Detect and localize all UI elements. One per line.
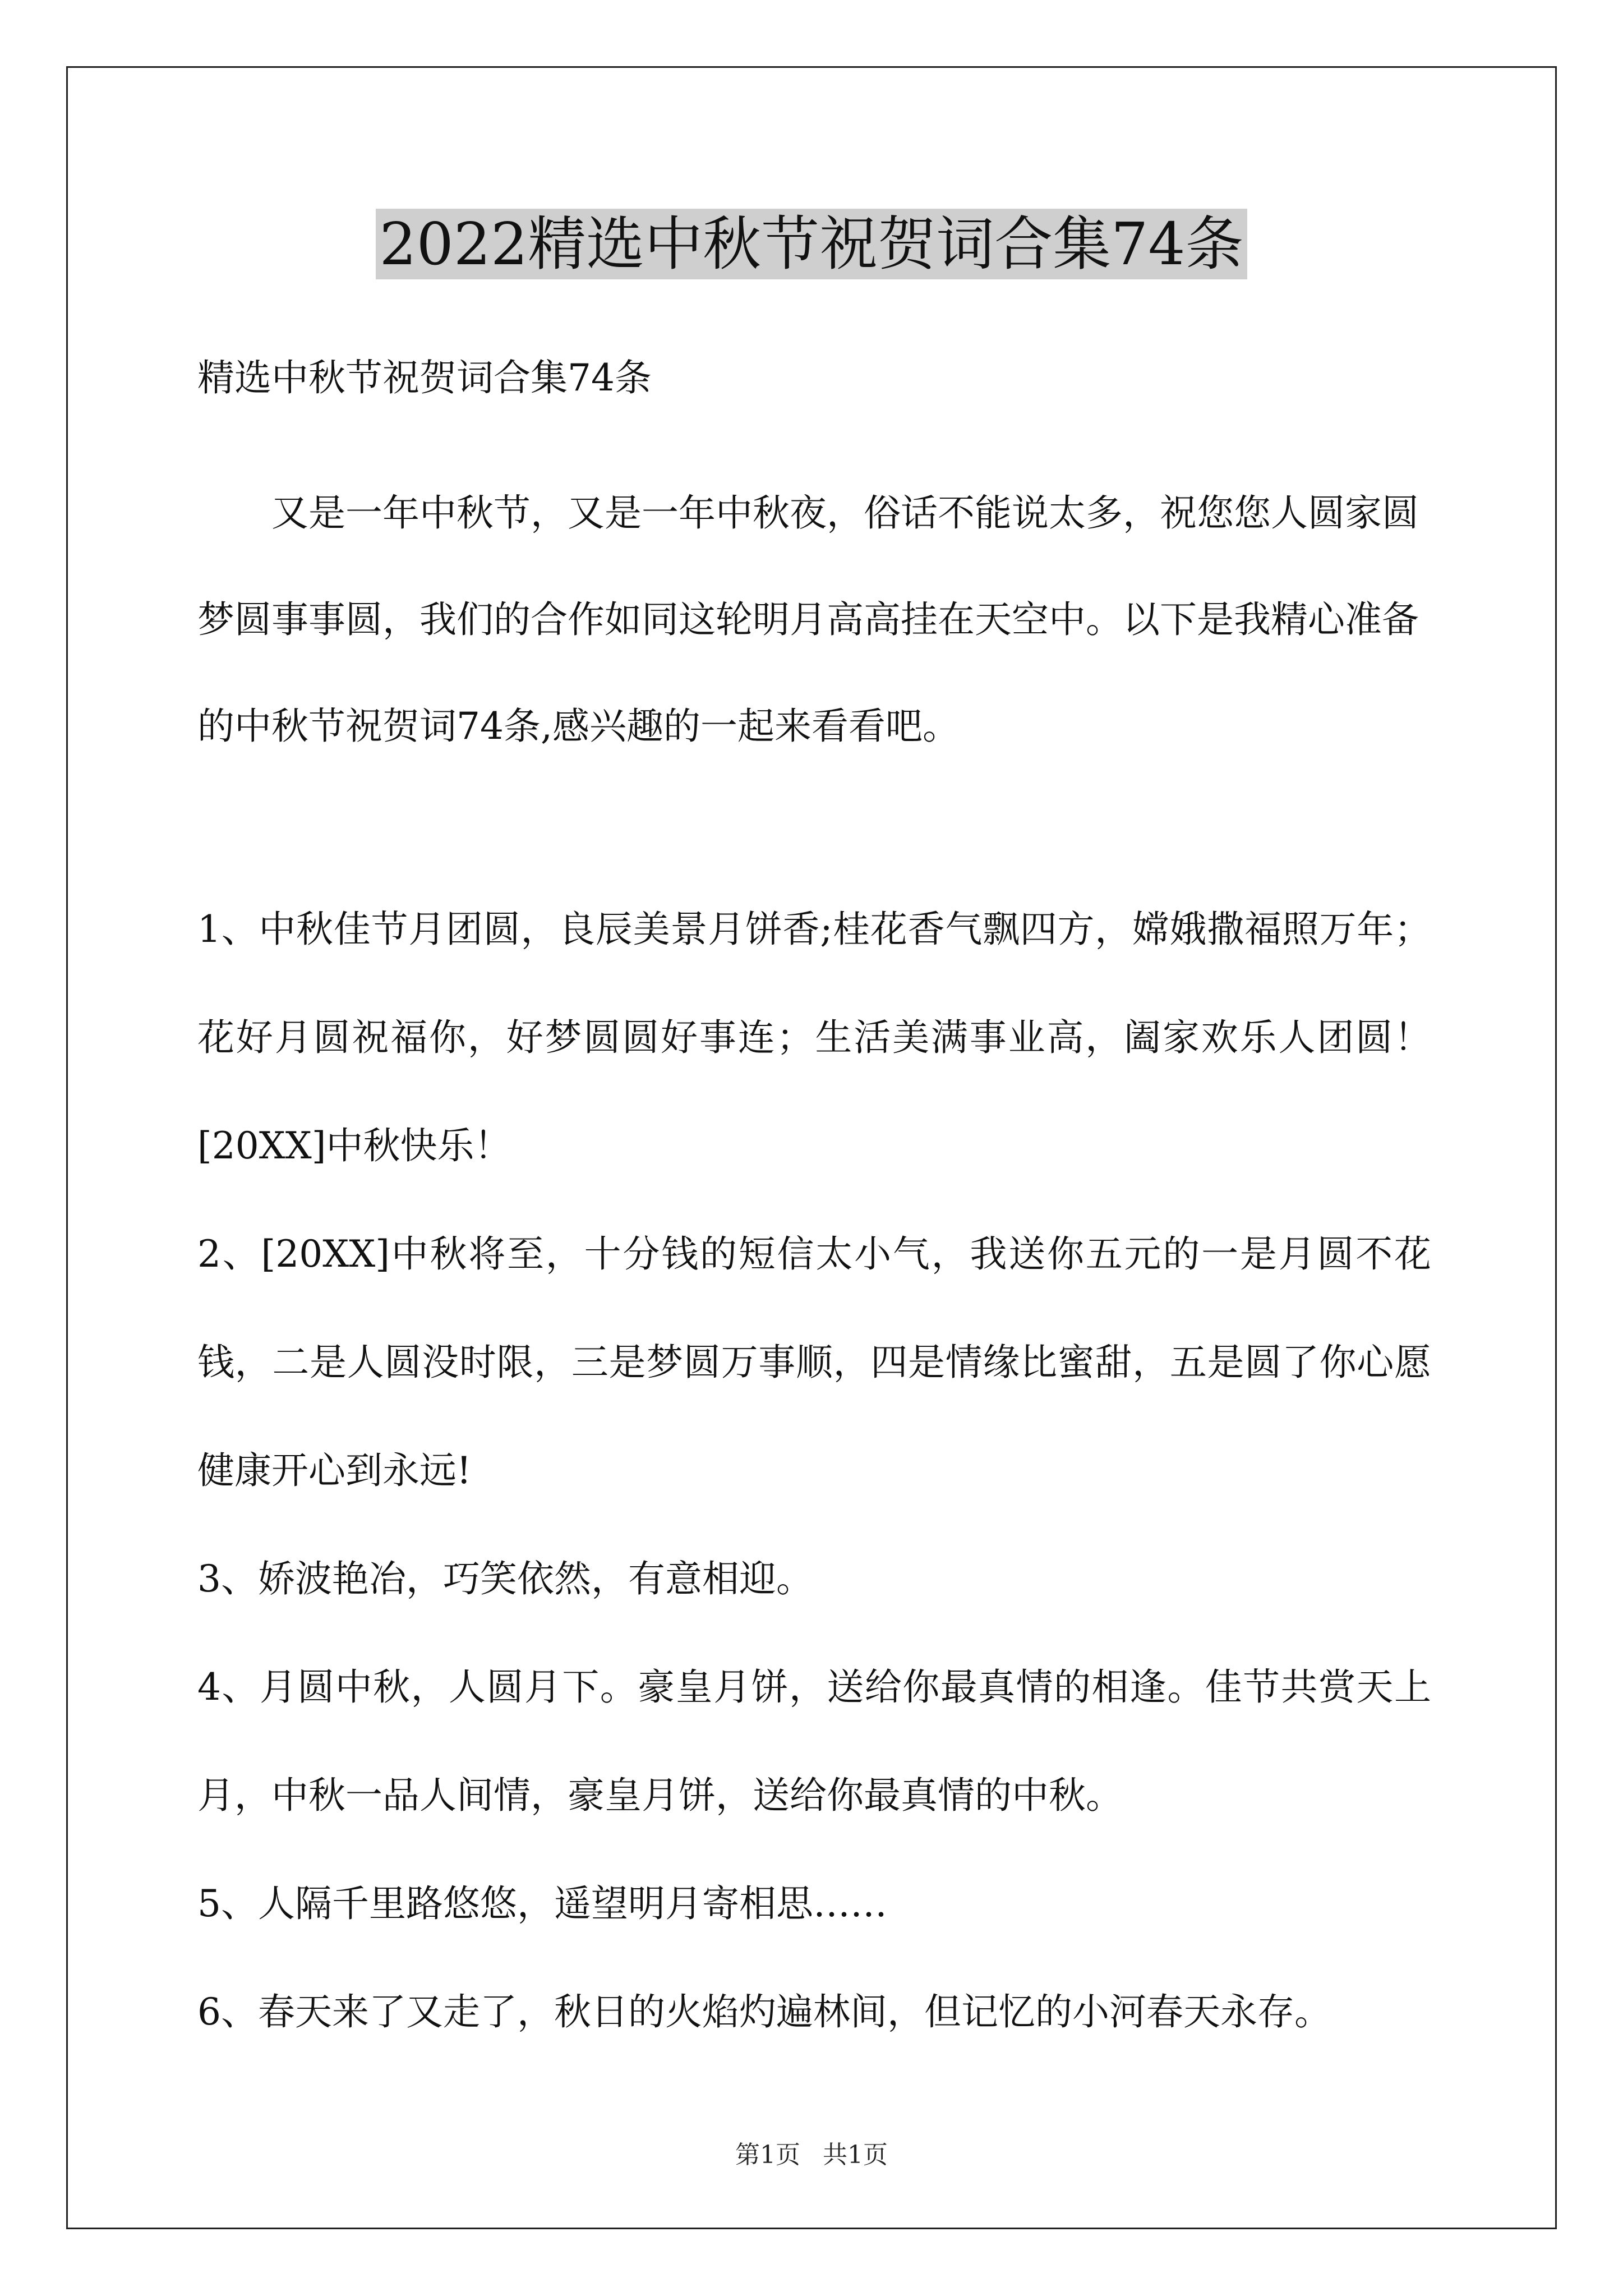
greeting-item: 3、娇波艳冶，巧笑依然，有意相迎。: [197, 1557, 813, 1600]
greeting-item: 6、春天来了又走了，秋日的火焰灼遍林间，但记忆的小河春天永存。: [197, 1990, 1331, 2033]
document-title: [0, 208, 1623, 280]
greeting-item: 2、[20XX]中秋将至，十分钱的短信太小气，我送你五元的一是月圆不花钱，二是人圆没时限，三是梦圆万事顺，四是情缘比蜜甜，五是圆了你心愿健康开心到永远!: [197, 1232, 1431, 1492]
document-subtitle: 精选中秋节祝贺词合集74条: [197, 356, 652, 399]
greeting-item: 5、人隔千里路悠悠，遥望明月寄相思……: [197, 1882, 887, 1925]
page-footer: [0, 2134, 1623, 2170]
page-total: 共1页: [823, 2141, 888, 2169]
greeting-item: 1、中秋佳节月团圆，良辰美景月饼香;桂花香气飘四方，嫦娥撒福照万年；花好月圆祝福你，好梦圆圆好事连；生活美满事业高，阖家欢乐人团圆！[20XX]中秋快乐！: [197, 908, 1431, 1167]
greeting-list: [197, 875, 1431, 2066]
page-number: 第1页: [735, 2141, 800, 2169]
greeting-item: 4、月圆中秋，人圆月下。豪皇月饼，送给你最真情的相逢。佳节共赏天上月，中秋一品人间情，豪皇月饼，送给你最真情的中秋。: [197, 1665, 1431, 1817]
document-title-text: 2022精选中秋节祝贺词合集74条: [376, 209, 1247, 279]
intro-paragraph: 又是一年中秋节，又是一年中秋夜，俗话不能说太多，祝您您人圆家圆梦圆事事圆，我们的合作如同这轮明月高高挂在天空中。以下是我精心准备的中秋节祝贺词74条,感兴趣的一起来看看吧。: [197, 491, 1419, 748]
